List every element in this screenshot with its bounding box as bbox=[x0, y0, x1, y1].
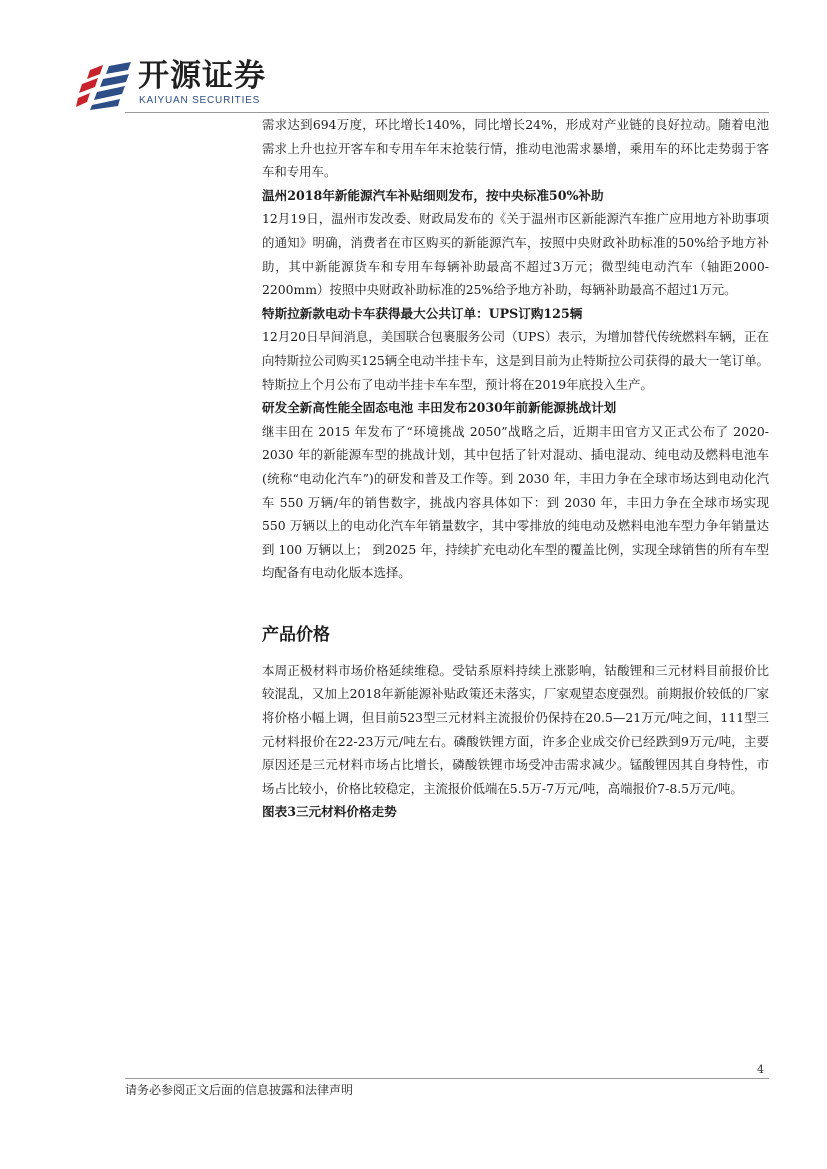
footer-disclaimer: 请务必参阅正文后面的信息披露和法律声明 bbox=[125, 1083, 354, 1097]
heading-tesla-ups: 特斯拉新款电动卡车获得最大公共订单：UPS订购125辆 bbox=[262, 305, 583, 321]
figure-title: 图表3三元材料价格走势 bbox=[262, 804, 397, 820]
paragraph-toyota-plan: 继丰田在 2015 年发布了“环境挑战 2050”战略之后，近期丰田官方又正式公布了 2020-2030 年的新能源车型的挑战计划，其中包括了针对混动、插电混动、纯电动及燃料电池车(统称“电动化汽车”)的研发和普及工作等。到 2030 年，丰田力争在全球市场达到电动化汽车 550 万辆/年的销售数字，挑战内容具体如下：到 2030 年，丰田力争在全球市场实现 550 万辆以上的电动化汽车年销量数字，其中零排放的纯电动及燃料电池车型力争年销量达到 100 万辆以上； 到2025 年，持续扩充电动化车型的覆盖比例，实现全球销售的所有车型均配备有电动化版本选择。 bbox=[262, 423, 769, 581]
section-title-product-price: 产品价格 bbox=[262, 624, 330, 645]
kaiyuan-logo-icon bbox=[76, 62, 132, 110]
paragraph-tesla-ups: 12月20日早间消息，美国联合包裹服务公司（UPS）表示，为增加替代传统燃料车辆，正在向特斯拉公司购买125辆全电动半挂卡车，这是到目前为止特斯拉公司获得的最大一笔订单。特斯拉上个月公布了电动半挂卡车车型，预计将在2019年底投入生产。 bbox=[262, 329, 769, 392]
heading-toyota-plan: 研发全新高性能全固态电池 丰田发布2030年前新能源挑战计划 bbox=[262, 400, 617, 416]
paragraph-wenzhou-subsidy: 12月19日，温州市发改委、财政局发布的《关于温州市区新能源汽车推广应用地方补助事项的通知》明确，消费者在市区购买的新能源汽车，按照中央财政补助标准的50%给予地方补助，其中新能源货车和专用车每辆补助最高不超过3万元；微型纯电动汽车（轴距2000-2200mm）按照中央财政补助标准的25%给予地方补助，每辆补助最高不超过1万元。 bbox=[262, 211, 769, 298]
heading-wenzhou-subsidy: 温州2018年新能源汽车补贴细则发布，按中央标准50%补助 bbox=[262, 187, 604, 203]
report-body bbox=[262, 113, 769, 824]
paragraph-product-price: 本周正极材料市场价格延续维稳。受钴系原料持续上涨影响，钴酸锂和三元材料目前报价比较混乱，又加上2018年新能源补贴政策还未落实，厂家观望态度强烈。前期报价较低的厂家将价格小幅上调，但目前523型三元材料主流报价仍保持在20.5—21万元/吨之间，111型三元材料报价在22-23万元/吨左右。磷酸铁锂方面，许多企业成交价已经跌到9万元/吨，主要原因还是三元材料市场占比增长，磷酸铁锂市场受冲击需求减少。锰酸锂因其自身特性，市场占比较小，价格比较稳定，主流报价低端在5.5万-7万元/吨，高端报价7-8.5万元/吨。 bbox=[262, 662, 769, 796]
paragraph-battery-demand: 需求达到694万度，环比增长140%，同比增长24%，形成对产业链的良好拉动。随着电池需求上升也拉开客车和专用车年末抢装行情，推动电池需求暴增，乘用车的环比走势弱于客车和专用车。 bbox=[262, 117, 769, 180]
page-number: 4 bbox=[757, 1063, 764, 1076]
brand-name-en: KAIYUAN SECURITIES bbox=[139, 95, 261, 106]
page-header bbox=[76, 56, 776, 116]
footer-divider bbox=[125, 1078, 769, 1079]
brand-name-cn: 开源证券 bbox=[138, 58, 266, 94]
